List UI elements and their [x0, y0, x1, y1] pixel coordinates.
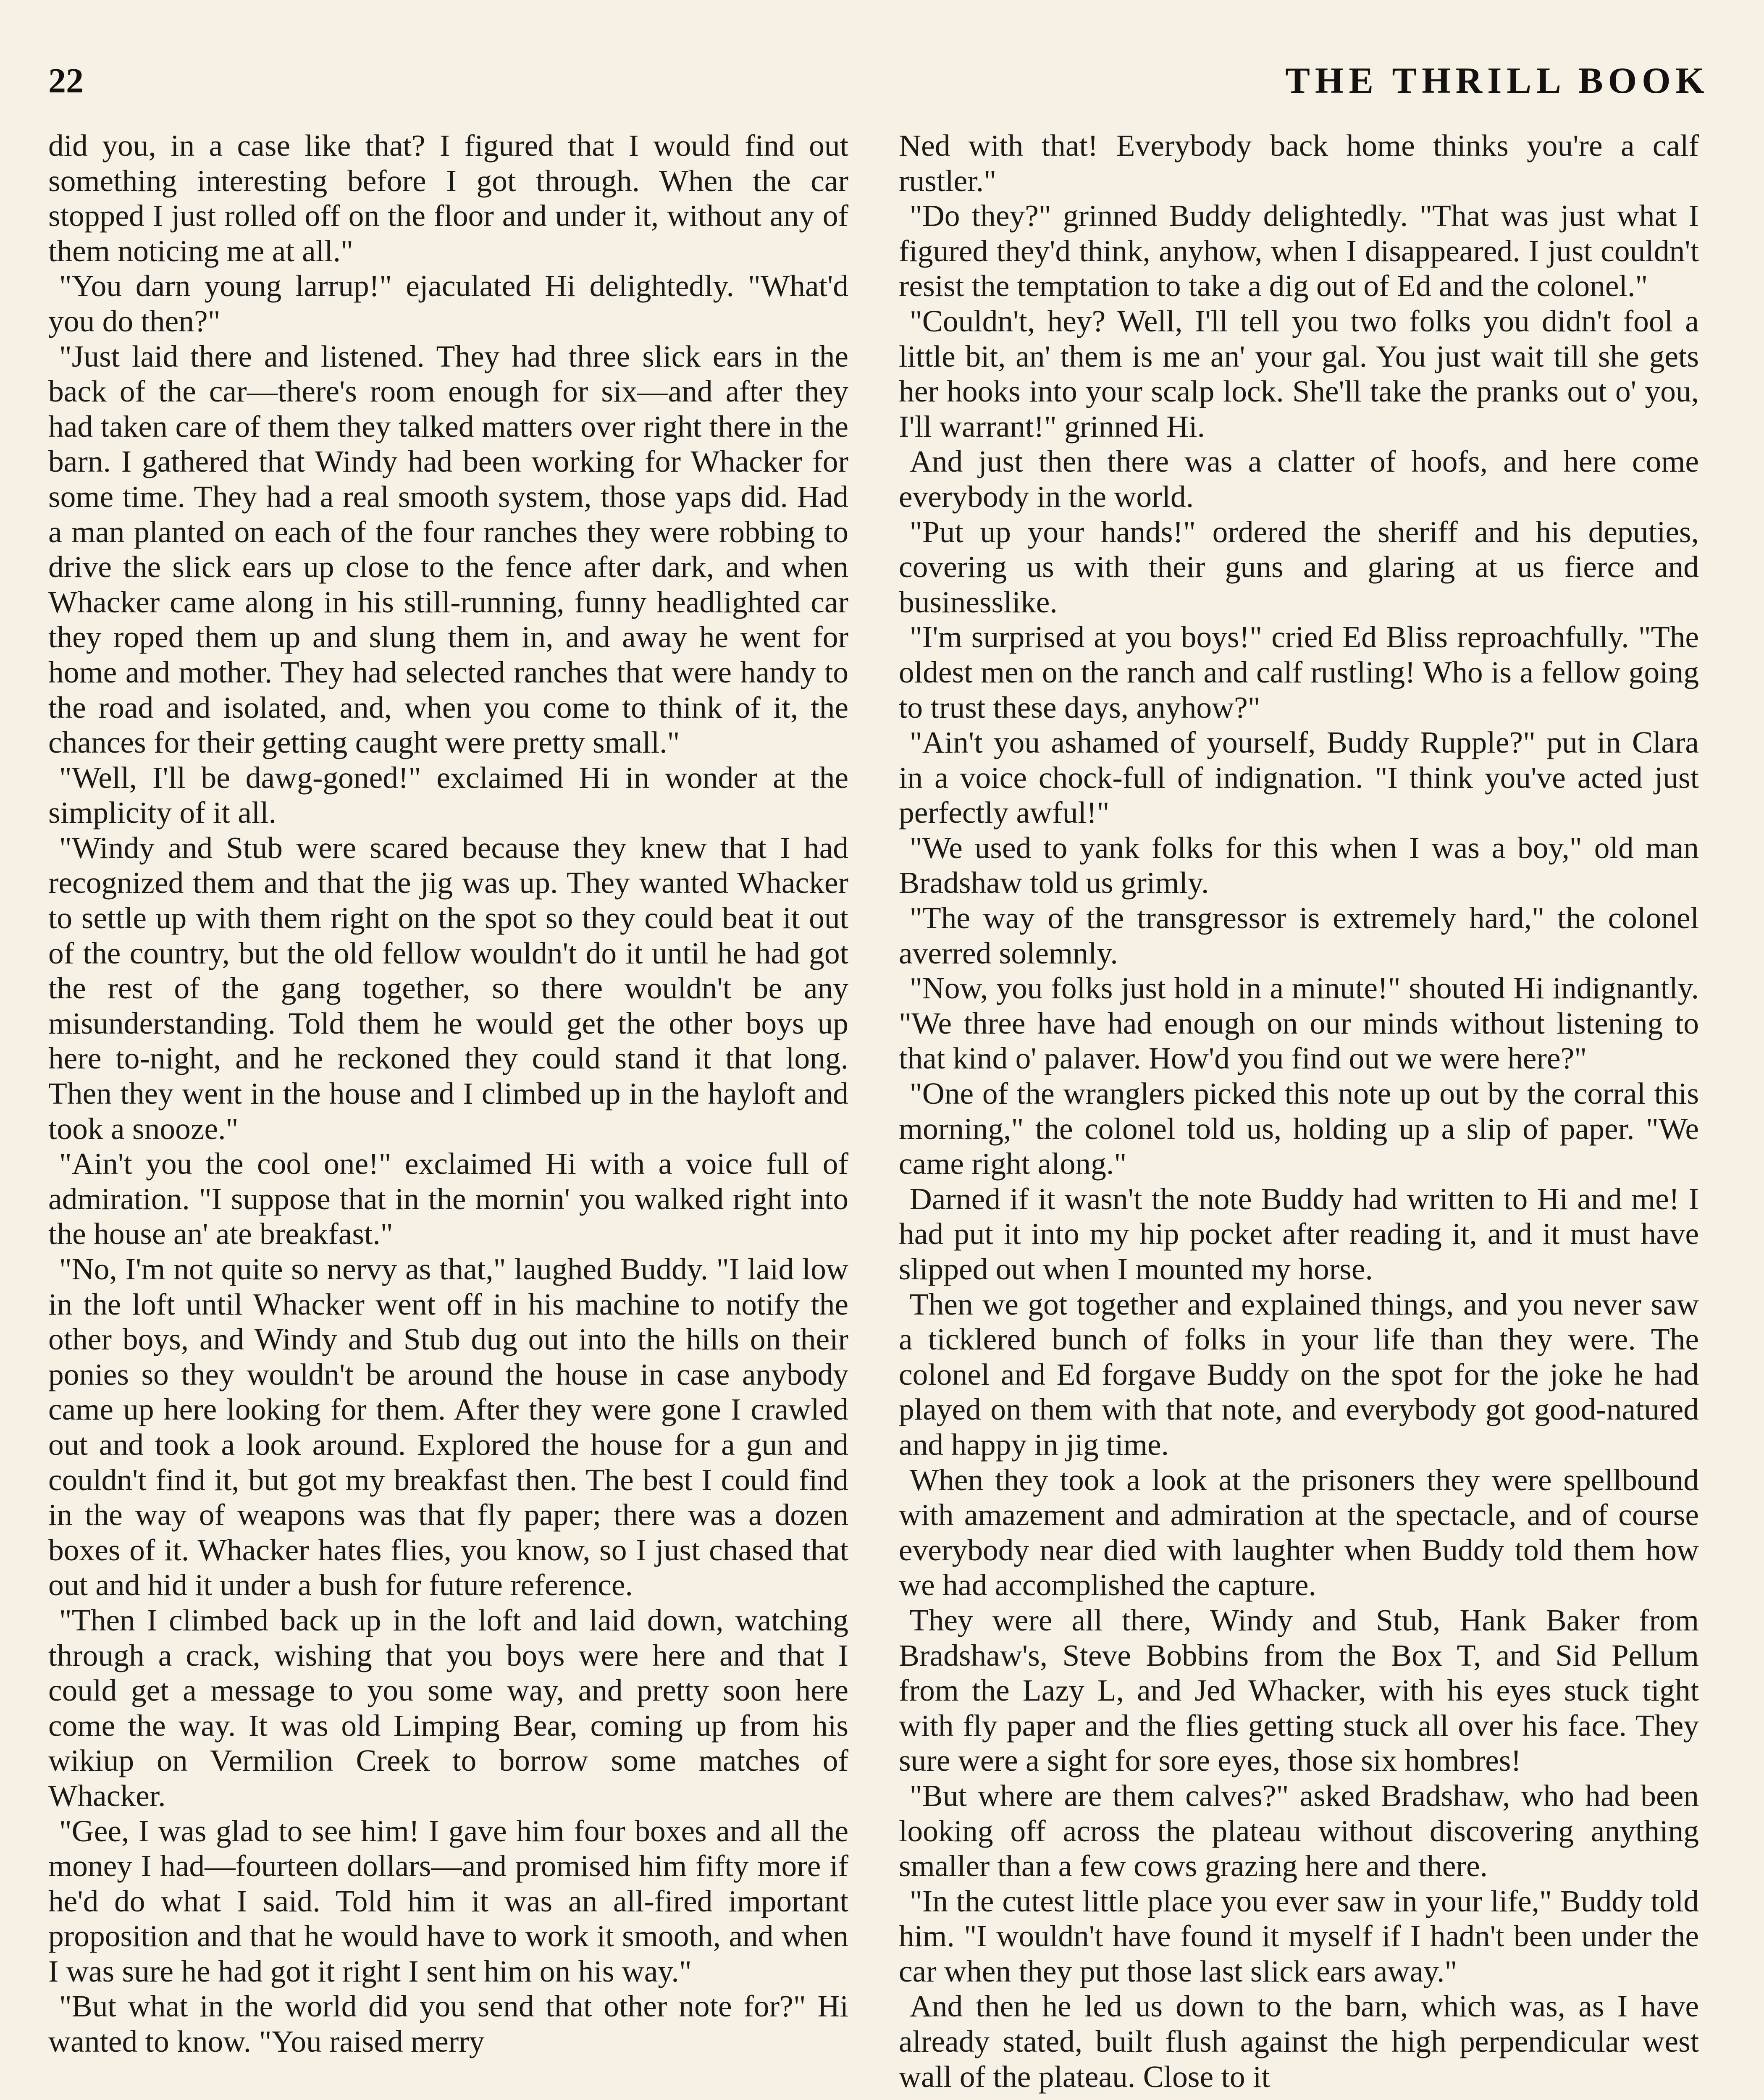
paragraph: Ned with that! Everybody back home thinks you're a calf rustler.": [899, 129, 1699, 198]
paragraph: "You darn young larrup!" ejaculated Hi delightedly. "What'd you do then?": [48, 269, 848, 338]
left-text-column: [48, 128, 848, 2059]
paragraph: Then we got together and explained things, and you never saw a ticklered bunch of folks in your life than they were. The colonel and Ed forgave Buddy on the spot for the joke he had played on them with that note, and everybody got good-natured and happy in jig time.: [899, 1287, 1699, 1462]
paragraph: "Well, I'll be dawg-goned!" exclaimed Hi in wonder at the simplicity of it all.: [48, 760, 848, 830]
paragraph: They were all there, Windy and Stub, Hank Baker from Bradshaw's, Steve Bobbins from the Box T, and Sid Pellum from the Lazy L, and Jed Whacker, with his eyes stuck tight with fly paper and the flies getting stuck all over his face. They sure were a sight for sore eyes, those six hombres!: [899, 1603, 1699, 1778]
paragraph: "Do they?" grinned Buddy delightedly. "That was just what I figured they'd think, anyhow, when I disappeared. I just couldn't resist the temptation to take a dig out of Ed and the colonel.": [899, 199, 1699, 303]
paragraph: When they took a look at the prisoners they were spellbound with amazement and admiration at the spectacle, and of course everybody near died with laughter when Buddy told them how we had accomplished the capture.: [899, 1462, 1699, 1602]
paragraph: "We used to yank folks for this when I was a boy," old man Bradshaw told us grimly.: [899, 830, 1699, 900]
paragraph: "But where are them calves?" asked Bradshaw, who had been looking off across the plateau without discovering anything smaller than a few cows grazing here and there.: [899, 1778, 1699, 1883]
paragraph: "I'm surprised at you boys!" cried Ed Bliss reproachfully. "The oldest men on the ranch and calf rustling! Who is a fellow going to trust these days, anyhow?": [899, 620, 1699, 724]
paragraph: "Then I climbed back up in the loft and laid down, watching through a crack, wishing that you boys were here and that I could get a message to you some way, and pretty soon here come the way. It was old Limping Bear, coming up from his wikiup on Vermilion Creek to borrow some matches of Whacker.: [48, 1603, 848, 1813]
page-number: 22: [48, 61, 84, 100]
paragraph: "In the cutest little place you ever saw in your life," Buddy told him. "I wouldn't have found it myself if I hadn't been under the car when they put those last slick ears away.": [899, 1884, 1699, 1988]
paragraph: And then he led us down to the barn, which was, as I have already stated, built flush against the high perpendicular west wall of the plateau. Close to it: [899, 1989, 1699, 2094]
paragraph: "Gee, I was glad to see him! I gave him four boxes and all the money I had—fourteen dollars—and promised him fifty more if he'd do what I said. Told him it was an all-fired important proposition and that he would have to work it smooth, and when I was sure he had got it right I sent him on his way.": [48, 1814, 848, 1988]
paragraph: "But what in the world did you send that other note for?" Hi wanted to know. "You raised merry: [48, 1989, 848, 2059]
paragraph: "Just laid there and listened. They had three slick ears in the back of the car—there's room enough for six—and after they had taken care of them they talked matters over right there in the barn. I gathered that Windy had been working for Whacker for some time. They had a real smooth system, those yaps did. Had a man planted on each of the four ranches they were robbing to drive the slick ears up close to the fence after dark, and when Whacker came along in his still-running, funny headlighted car they roped them up and slung them in, and away he went for home and mother. They had selected ranches that were handy to the road and isolated, and, when you come to think of it, the chances for their getting caught were pretty small.": [48, 339, 848, 760]
paragraph: "Windy and Stub were scared because they knew that I had recognized them and that the jig was up. They wanted Whacker to settle up with them right on the spot so they could beat it out of the country, but the old fellow wouldn't do it until he had got the rest of the gang together, so there wouldn't be any misunderstanding. Told them he would get the other boys up here to-night, and he reckoned they could stand it that long. Then they went in the house and I climbed up in the hayloft and took a snooze.": [48, 830, 848, 1146]
paragraph: "Couldn't, hey? Well, I'll tell you two folks you didn't fool a little bit, an' them is me an' your gal. You just wait till she gets her hooks into your scalp lock. She'll take the pranks out o' you, I'll warrant!" grinned Hi.: [899, 304, 1699, 444]
paragraph: "Ain't you ashamed of yourself, Buddy Rupple?" put in Clara in a voice chock-full of indignation. "I think you've acted just perfectly awful!": [899, 725, 1699, 830]
paragraph: did you, in a case like that? I figured that I would find out something interesting before I got through. When the car stopped I just rolled off on the floor and under it, without any of them noticing me at all.": [48, 129, 848, 268]
running-title: THE THRILL BOOK: [1285, 60, 1709, 101]
paragraph: "Put up your hands!" ordered the sheriff and his deputies, covering us with their guns and glaring at us fierce and businesslike.: [899, 514, 1699, 619]
paragraph: "The way of the transgressor is extremely hard," the colonel averred solemnly.: [899, 901, 1699, 970]
paragraph: "One of the wranglers picked this note up out by the corral this morning," the colonel told us, holding up a slip of paper. "We came right along.": [899, 1076, 1699, 1181]
page-header: [48, 58, 1709, 104]
paragraph: Darned if it wasn't the note Buddy had written to Hi and me! I had put it into my hip pocket after reading it, and it must have slipped out when I mounted my horse.: [899, 1181, 1699, 1286]
paragraph: "Now, you folks just hold in a minute!" shouted Hi indignantly. "We three have had enough on our minds without listening to that kind o' palaver. How'd you find out we were here?": [899, 971, 1699, 1076]
paragraph: "Ain't you the cool one!" exclaimed Hi with a voice full of admiration. "I suppose that in the mornin' you walked right into the house an' ate breakfast.": [48, 1147, 848, 1251]
paragraph: "No, I'm not quite so nervy as that," laughed Buddy. "I laid low in the loft until Whacker went off in his machine to notify the other boys, and Windy and Stub dug out into the hills on their ponies so they wouldn't be around the house in case anybody came up here looking for them. After they were gone I crawled out and took a look around. Explored the house for a gun and couldn't find it, but got my breakfast then. The best I could find in the way of weapons was that fly paper; there was a dozen boxes of it. Whacker hates flies, you know, so I just chased that out and hid it under a bush for future reference.: [48, 1252, 848, 1602]
paragraph: And just then there was a clatter of hoofs, and here come everybody in the world.: [899, 444, 1699, 514]
right-text-column: [899, 128, 1699, 2094]
